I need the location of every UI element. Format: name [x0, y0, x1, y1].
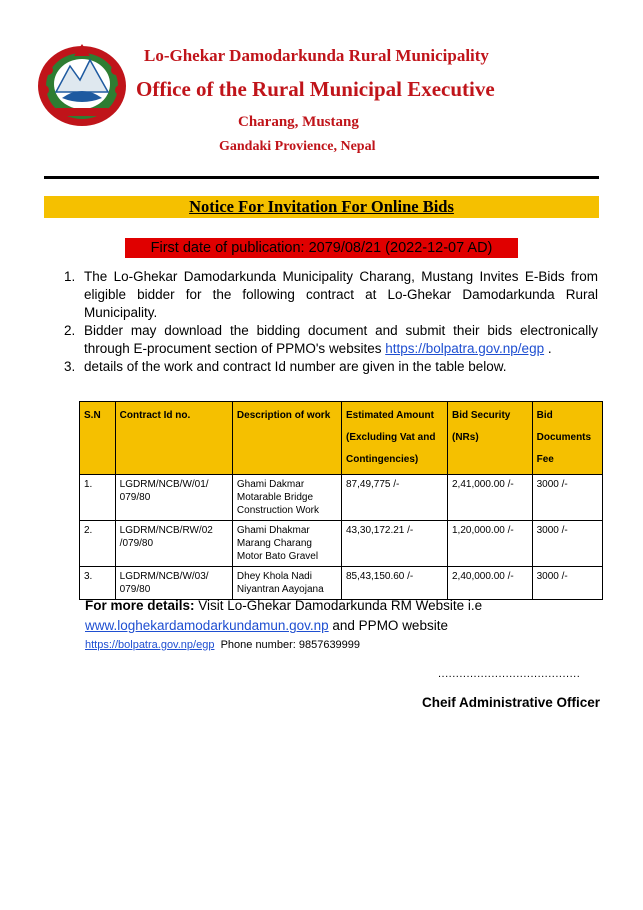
point-text: Bidder may download the bidding document and submit their bids electronically through E-procument section of PPMO's websites: [84, 323, 598, 356]
office-name: Office of the Rural Municipal Executive: [136, 77, 495, 101]
cell-security: 1,20,000.00 /-: [448, 521, 533, 567]
cell-sn: 2.: [80, 521, 116, 567]
cell-contract-id: LGDRM/NCB/W/03/ 079/80: [115, 567, 232, 600]
publication-date: First date of publication: 2079/08/21 (2022-12-07 AD): [125, 238, 518, 258]
cell-estimate: 87,49,775 /-: [341, 475, 447, 521]
point-text-end: .: [544, 341, 552, 356]
notice-title-bar: [44, 196, 599, 218]
municipality-website-link[interactable]: www.loghekardamodarkundamun.gov.np: [85, 618, 329, 633]
cell-fee: 3000 /-: [532, 567, 602, 600]
ppmo-contact: [85, 637, 360, 653]
signature-line: ........................................: [438, 668, 581, 680]
ppmo-link[interactable]: https://bolpatra.gov.np/egp: [85, 639, 215, 651]
more-details: [85, 596, 605, 636]
more-details-text: Visit Lo-Ghekar Damodarkunda RM Website i.e: [194, 598, 483, 613]
point-number: 2.: [64, 323, 76, 338]
signer-title: Cheif Administrative Officer: [422, 695, 601, 710]
header-divider: [44, 176, 599, 179]
list-item: [64, 322, 598, 358]
cell-description: Dhey Khola Nadi Niyantran Aayojana: [232, 567, 341, 600]
ppmo-text: and PPMO website: [328, 618, 448, 633]
list-item: [64, 268, 598, 322]
header-sn: S.N: [80, 402, 116, 475]
municipality-name: Lo-Ghekar Damodarkunda Rural Municipality: [144, 46, 489, 65]
header-contract-id: Contract Id no.: [115, 402, 232, 475]
cell-security: 2,41,000.00 /-: [448, 475, 533, 521]
office-location: Charang, Mustang: [238, 114, 359, 130]
cell-sn: 3.: [80, 567, 116, 600]
cell-description: Ghami Dhakmar Marang Charang Motor Bato Gravel: [232, 521, 341, 567]
cell-fee: 3000 /-: [532, 521, 602, 567]
list-item: [64, 358, 598, 376]
cell-contract-id: LGDRM/NCB/RW/02 /079/80: [115, 521, 232, 567]
point-text: The Lo-Ghekar Damodarkunda Municipality Charang, Mustang Invites E-Bids from eligible bidder for the following contract at Lo-Ghekar Damodarkunda Rural Municipality.: [84, 269, 598, 320]
table-row: [80, 475, 603, 521]
table-header-row: [80, 402, 603, 475]
cell-sn: 1.: [80, 475, 116, 521]
cell-contract-id: LGDRM/NCB/W/01/ 079/80: [115, 475, 232, 521]
cell-fee: 3000 /-: [532, 475, 602, 521]
header-description: Description of work: [232, 402, 341, 475]
header-fee: Bid Documents Fee: [532, 402, 602, 475]
cell-security: 2,40,000.00 /-: [448, 567, 533, 600]
more-details-label: For more details:: [85, 598, 195, 613]
cell-description: Ghami Dakmar Motarable Bridge Construction Work: [232, 475, 341, 521]
table-row: [80, 521, 603, 567]
header-estimate: Estimated Amount (Excluding Vat and Contingencies): [341, 402, 447, 475]
point-number: 1.: [64, 269, 76, 284]
header-security: Bid Security (NRs): [448, 402, 533, 475]
cell-estimate: 43,30,172.21 /-: [341, 521, 447, 567]
office-province: Gandaki Provience, Nepal: [219, 139, 376, 154]
nepal-emblem-icon: [34, 40, 130, 128]
bids-table: [79, 401, 603, 600]
point-text: details of the work and contract Id number are given in the table below.: [84, 359, 507, 374]
phone-number: Phone number: 9857639999: [220, 639, 361, 651]
cell-estimate: 85,43,150.60 /-: [341, 567, 447, 600]
notice-points: [64, 268, 598, 376]
bolpatra-link[interactable]: https://bolpatra.gov.np/egp: [385, 341, 545, 356]
table-row: [80, 567, 603, 600]
notice-title: Notice For Invitation For Online Bids: [189, 197, 454, 216]
point-number: 3.: [64, 359, 76, 374]
